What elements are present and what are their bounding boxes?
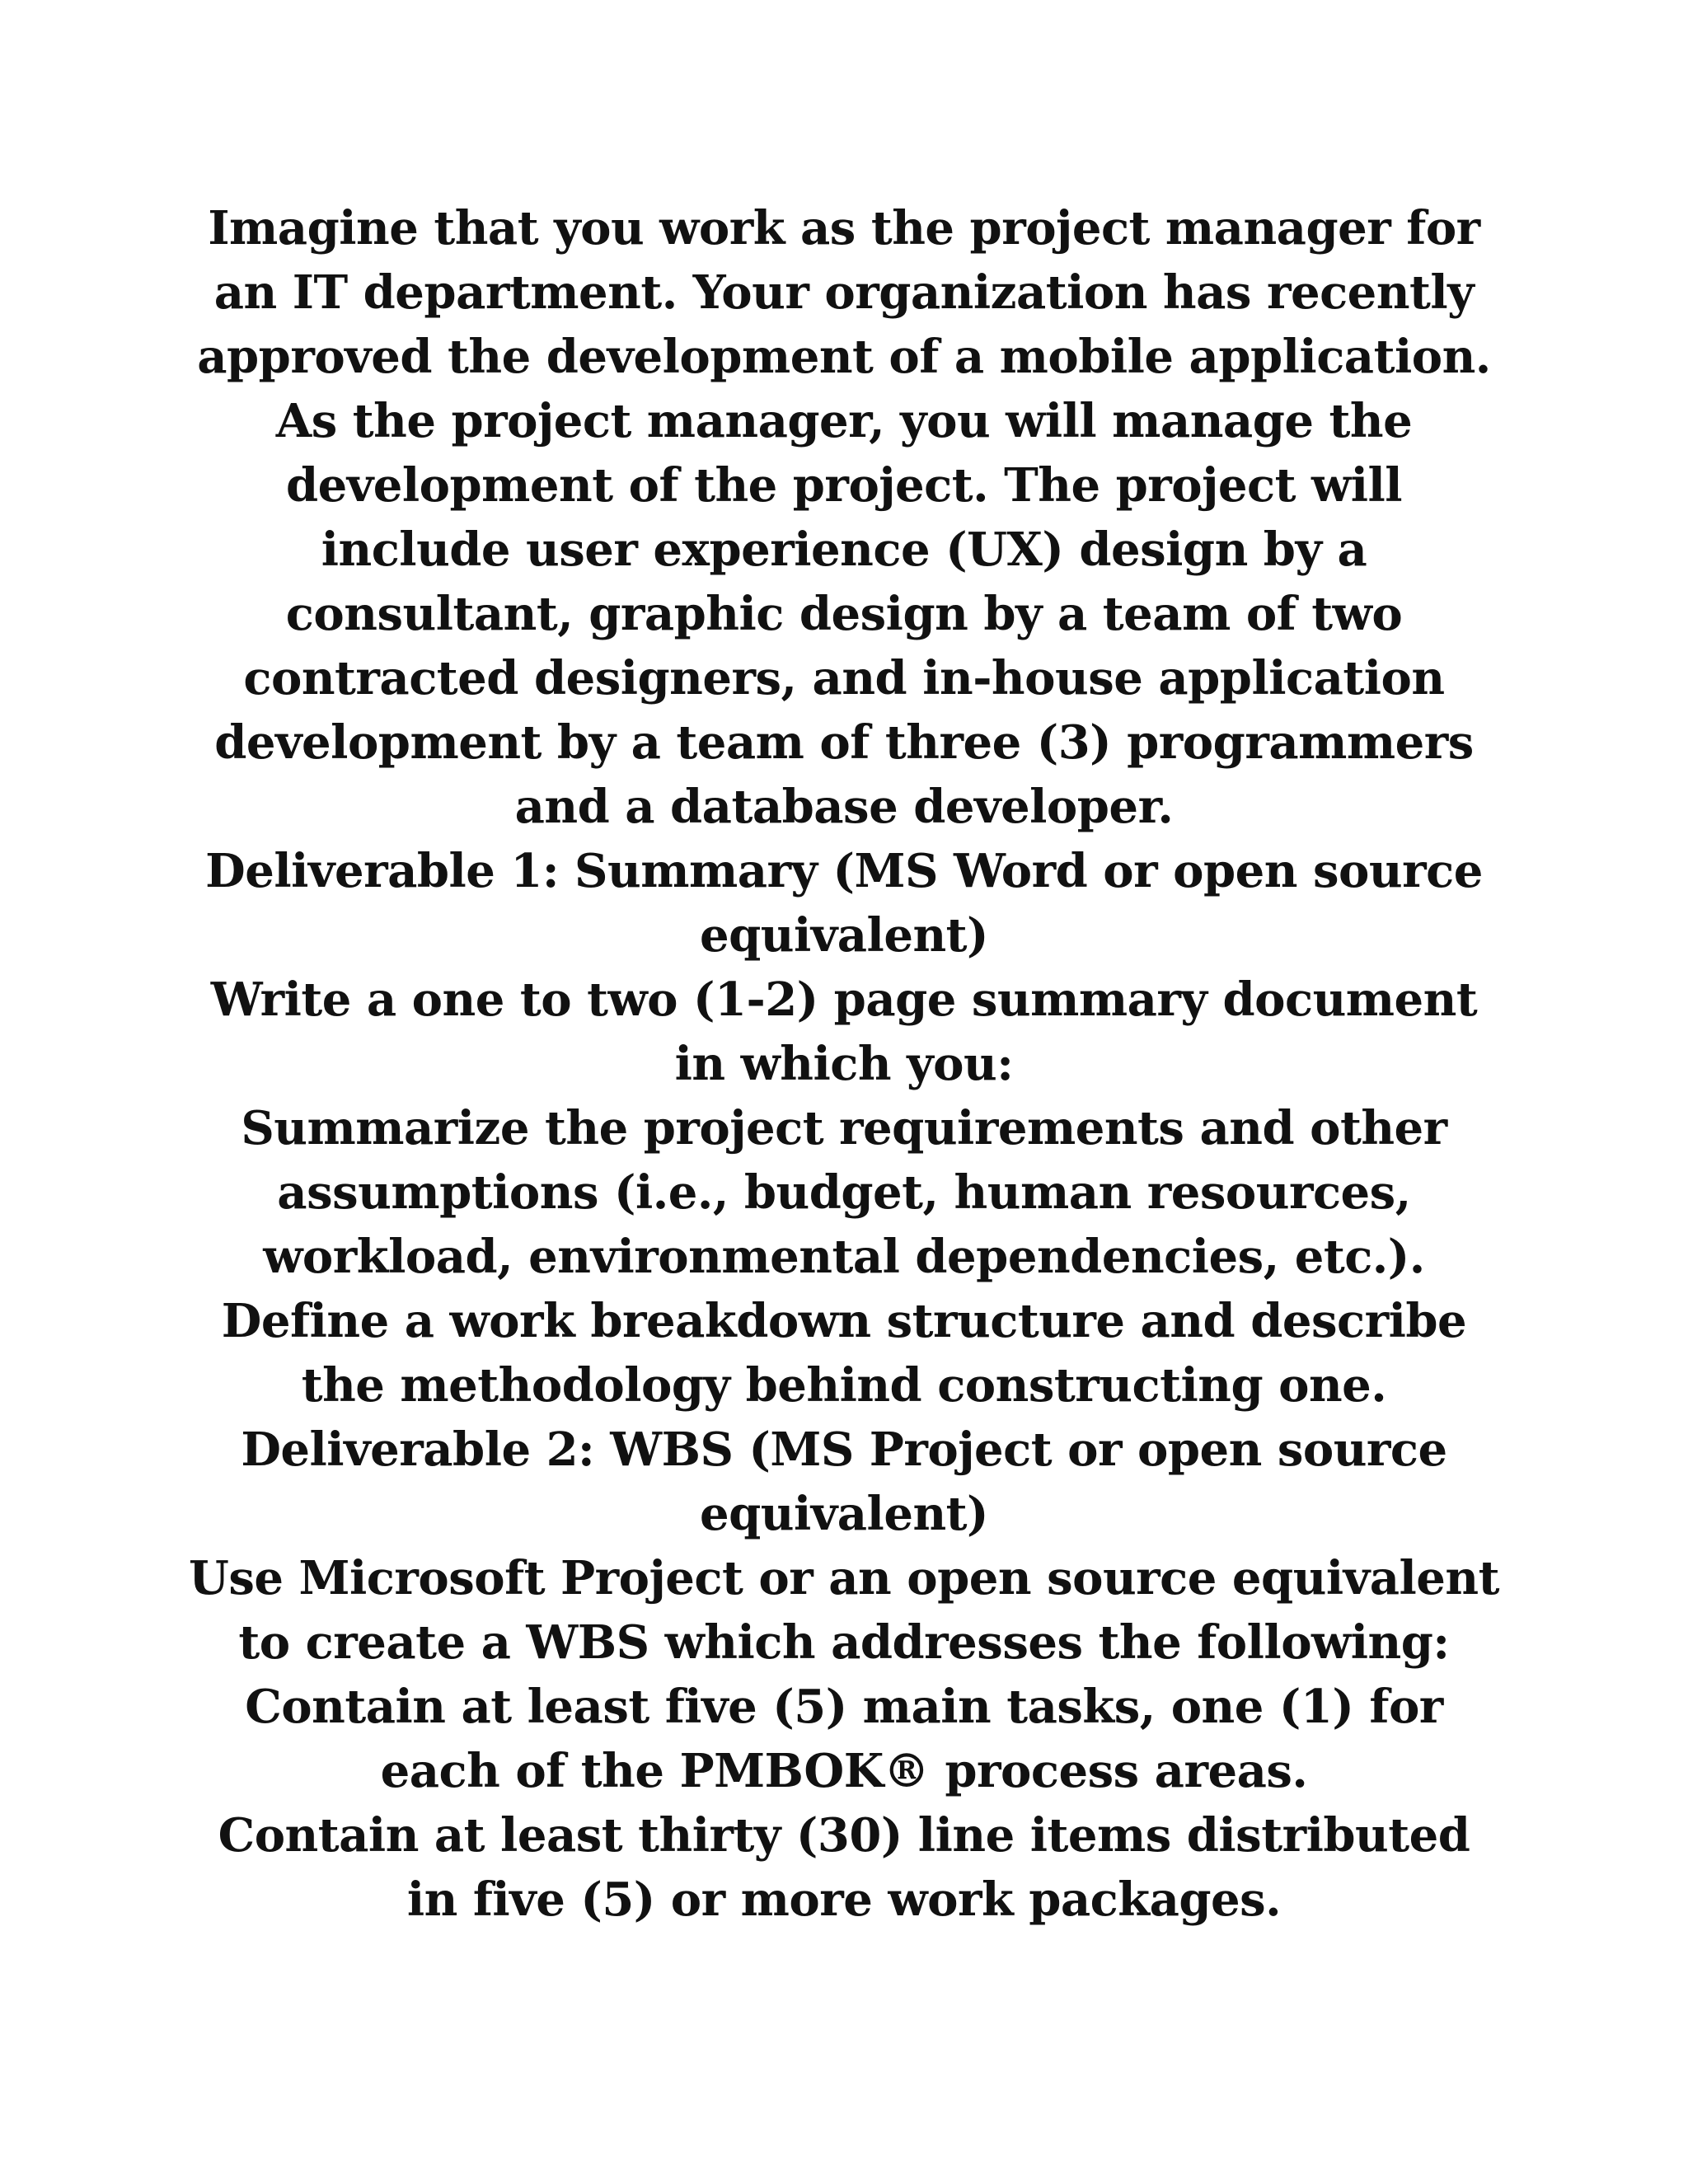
deliverable-2-heading: equivalent) <box>699 1487 989 1541</box>
text-line: approved the development of a mobile application. <box>197 330 1491 384</box>
text-line: and a database developer. <box>514 780 1174 834</box>
text-line: Contain at least thirty (30) line items distributed <box>218 1808 1470 1863</box>
text-line: As the project manager, you will manage the <box>275 394 1413 448</box>
text-line: Use Microsoft Project or an open source equivalent <box>189 1551 1499 1605</box>
text-line: an IT department. Your organization has recently <box>213 265 1475 320</box>
text-line: workload, environmental dependencies, etc.). <box>263 1230 1425 1284</box>
text-line: Write a one to two (1-2) page summary document <box>210 972 1478 1027</box>
text-line: include user experience (UX) design by a <box>321 523 1367 577</box>
text-line: in which you: <box>674 1037 1014 1091</box>
deliverable-2-heading: Deliverable 2: WBS (MS Project or open source <box>241 1422 1447 1477</box>
text-line: Imagine that you work as the project manager for <box>208 201 1480 255</box>
text-line: Summarize the project requirements and other <box>241 1101 1447 1155</box>
deliverable-1-heading: Deliverable 1: Summary (MS Word or open source <box>205 844 1483 898</box>
text-line: contracted designers, and in-house application <box>243 651 1445 705</box>
text-line: Contain at least five (5) main tasks, one (1) for <box>245 1680 1443 1734</box>
text-line: the methodology behind constructing one. <box>301 1358 1387 1413</box>
text-line: assumptions (i.e., budget, human resources, <box>277 1165 1411 1220</box>
text-line: Define a work breakdown structure and describe <box>221 1294 1467 1348</box>
text-line: development of the project. The project will <box>285 458 1403 513</box>
assignment-text <box>140 196 1548 1932</box>
deliverable-1-heading: equivalent) <box>699 908 989 963</box>
text-line: each of the PMBOK® process areas. <box>380 1744 1308 1798</box>
text-line: in five (5) or more work packages. <box>406 1872 1282 1927</box>
text-line: development by a team of three (3) programmers <box>214 715 1474 770</box>
text-line: consultant, graphic design by a team of two <box>285 587 1403 641</box>
text-line: to create a WBS which addresses the following: <box>238 1615 1450 1670</box>
